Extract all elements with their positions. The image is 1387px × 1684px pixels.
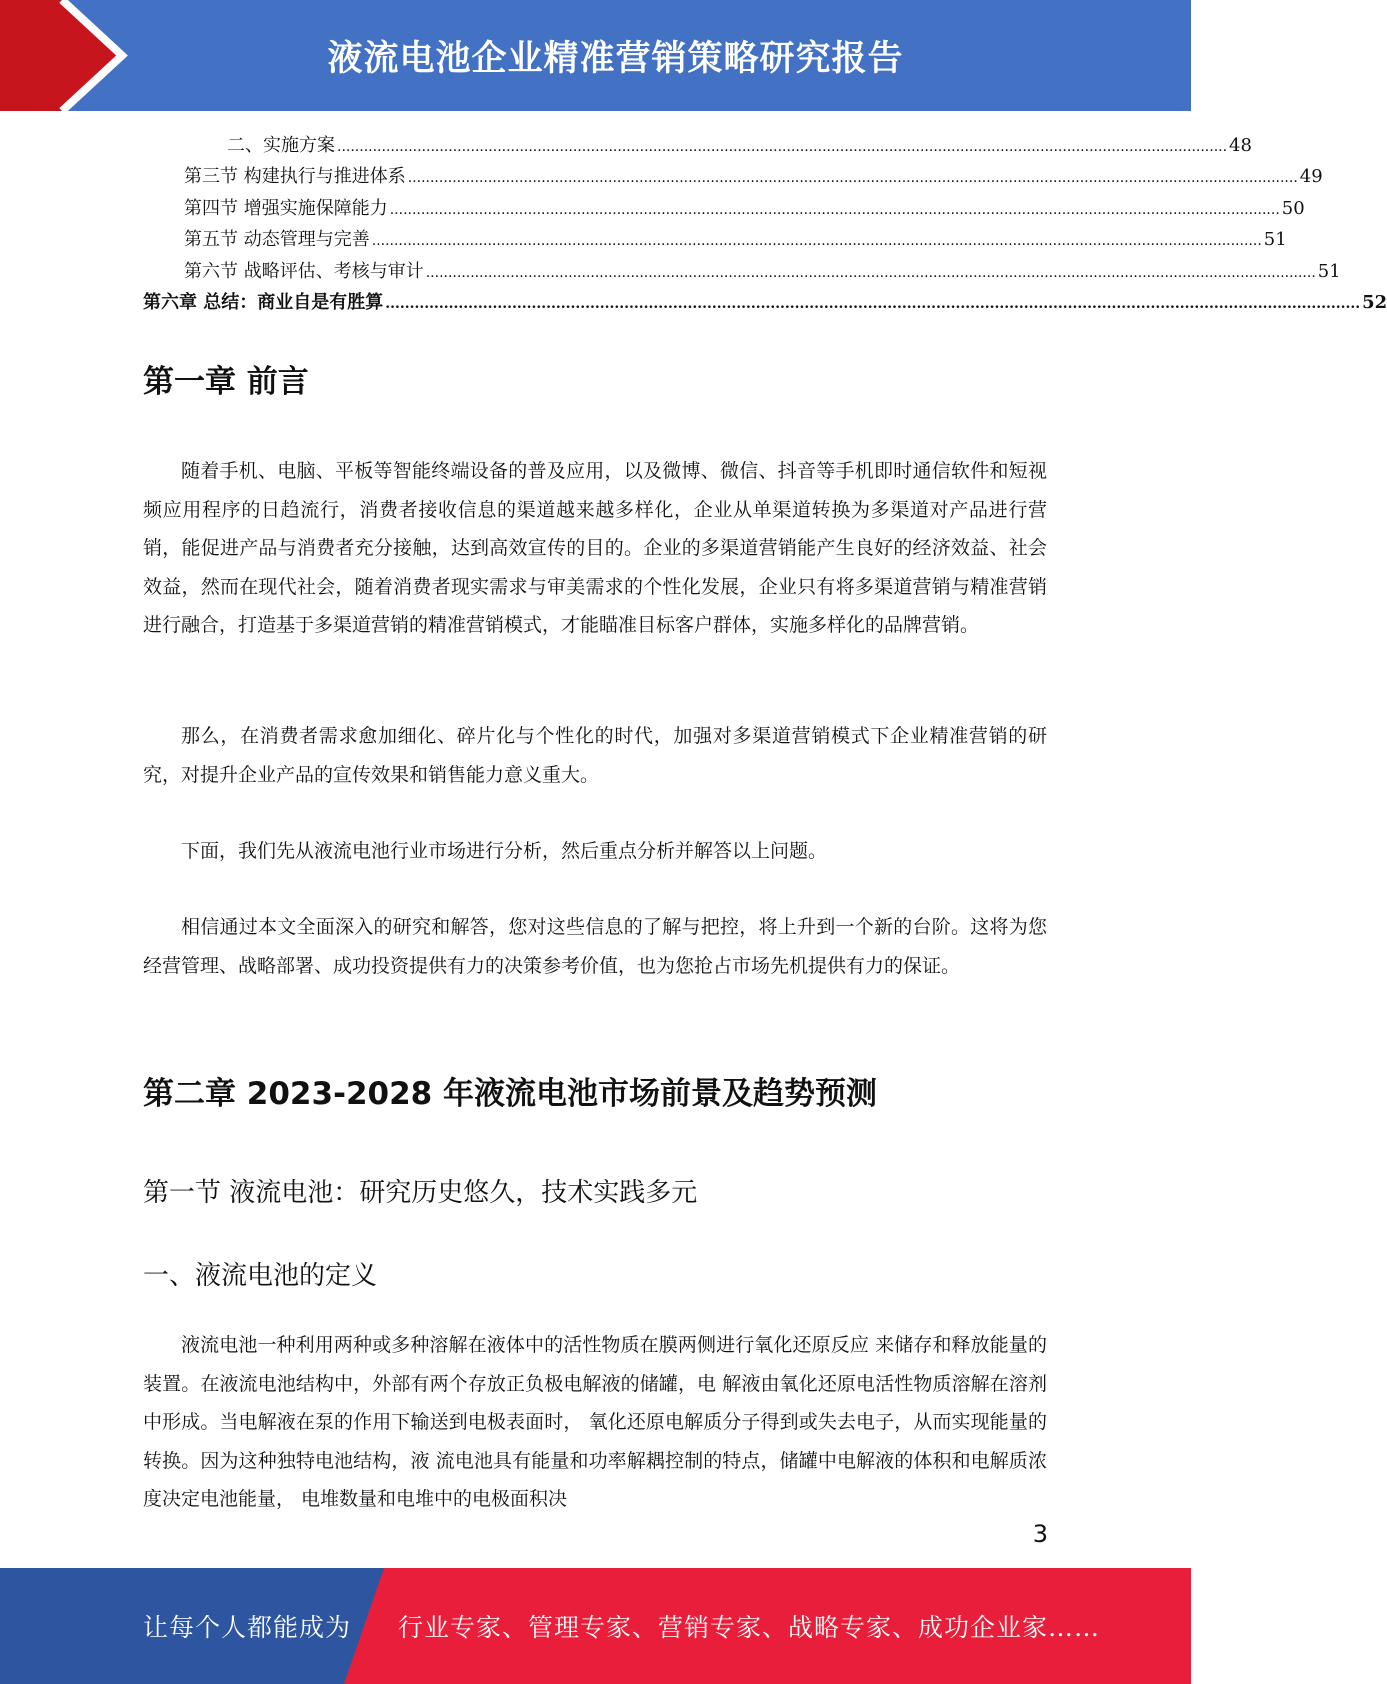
toc-entry-page: 52 [1362,291,1387,313]
toc-entry[interactable] [143,256,1341,287]
toc-leader-dots: ........................................................................................................................................................................................................ [337,139,1228,155]
header-title: 液流电池企业精准营销策略研究报告 [327,38,904,79]
toc-entry-label: 二、实施方案 [227,135,335,156]
toc-entry-page: 48 [1229,135,1252,156]
table-of-contents [143,130,1387,318]
body-paragraph: 相信通过本文全面深入的研究和解答，您对这些信息的了解与把控，将上升到一个新的台阶。这将为您经营管理、战略部署、成功投资提供有力的决策参考价值，也为您抢占市场先机提供有力的保证。 [143,916,1047,977]
toc-leader-dots: ........................................................................................................................................................................................................ [385,295,1361,312]
toc-entry-label: 第三节 构建执行与推进体系 [184,166,406,188]
chapter-heading: 第一章 前言 [143,364,309,400]
page-header [0,0,1191,111]
page-footer [0,1568,1191,1684]
section-heading: 第一节 液流电池：研究历史悠久，技术实践多元 [143,1178,698,1208]
toc-entry[interactable] [143,193,1305,224]
header-arrow-graphic [0,0,150,111]
toc-leader-dots: ........................................................................................................................................................................................................ [389,201,1280,218]
toc-entry[interactable] [143,224,1287,255]
footer-slogan-left: 让每个人都能成为 [143,1613,352,1642]
toc-leader-dots: ........................................................................................................................................................................................................ [407,170,1298,187]
toc-leader-dots: ........................................................................................................................................................................................................ [371,233,1262,250]
body-paragraph: 液流电池一种利用两种或多种溶解在液体中的活性物质在膜两侧进行氧化还原反应 来储存和释放能量的装置。在液流电池结构中，外部有两个存放正负极电解液的储罐，电 解液由氧化还原电活性物质溶解在溶剂中形成。当电解液在泵的作用下输送到电极表面时， 氧化还原电解质分子得到或失去电子，从而实现能量的转换。因为这种独特电池结构，液 流电池具有能量和功率解耦控制的特点，储罐中电解液的体积和电解质浓度决定电池能量， 电堆数量和电堆中的电极面积决 [143,1334,1047,1510]
toc-entry-label: 第六节 战略评估、考核与审计 [184,260,424,282]
toc-entry-page: 50 [1281,197,1305,219]
toc-entry-page: 51 [1263,229,1287,251]
body-paragraph: 那么，在消费者需求愈加细化、碎片化与个性化的时代，加强对多渠道营销模式下企业精准营销的研究，对提升企业产品的宣传效果和销售能力意义重大。 [143,725,1047,786]
toc-entry-page: 49 [1299,166,1323,188]
toc-entry-label: 第四节 增强实施保障能力 [184,197,388,219]
footer-slogan-right: 行业专家、管理专家、营销专家、战略专家、成功企业家…… [398,1613,1101,1642]
toc-entry[interactable] [143,287,1387,318]
body-paragraph: 下面，我们先从液流电池行业市场进行分析，然后重点分析并解答以上问题。 [181,840,828,862]
toc-entry-label: 第六章 总结：商业自是有胜算 [143,291,384,313]
toc-entry[interactable] [143,130,1252,161]
toc-entry[interactable] [143,161,1323,192]
body-paragraph: 随着手机、电脑、平板等智能终端设备的普及应用，以及微博、微信、抖音等手机即时通信软件和短视频应用程序的日趋流行，消费者接收信息的渠道越来越多样化，企业从单渠道转换为多渠道对产品进行营销，能促进产品与消费者充分接触，达到高效宣传的目的。企业的多渠道营销能产生良好的经济效益、社会效益，然而在现代社会，随着消费者现实需求与审美需求的个性化发展，企业只有将多渠道营销与精准营销进行融合，打造基于多渠道营销的精准营销模式，才能瞄准目标客户群体，实施多样化的品牌营销。 [143,460,1047,636]
page-number: 3 [1032,1520,1048,1548]
toc-entry-page: 51 [1317,260,1341,282]
toc-entry-label: 第五节 动态管理与完善 [184,229,370,251]
subsection-heading: 一、液流电池的定义 [143,1261,378,1291]
toc-leader-dots: ........................................................................................................................................................................................................ [425,264,1316,281]
chapter-heading: 第二章 2023-2028 年液流电池市场前景及趋势预测 [143,1076,878,1112]
